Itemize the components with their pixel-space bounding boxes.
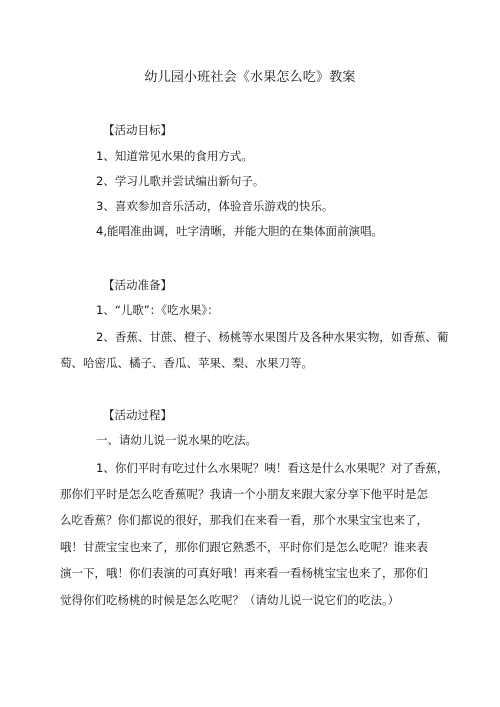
- process-paragraph-line: 1、你们平时有吃过什么水果呢？咦！看这是什么水果呢？对了香蕉，: [96, 461, 449, 475]
- process-paragraph-line: 么吃香蕉？你们都说的很好，那我们在来看一看，那个水果宝宝也来了，: [60, 513, 428, 527]
- process-paragraph-line: 那你们平时是怎么吃香蕉呢？我请一个小朋友来跟大家分享下他平时是怎: [60, 487, 428, 501]
- goal-item-3: 3、喜欢参加音乐活动，体验音乐游戏的快乐。: [96, 199, 334, 213]
- section-heading-preparation: 【活动准备】: [103, 278, 172, 292]
- section-heading-goals: 【活动目标】: [103, 123, 172, 137]
- process-paragraph-line: 哦！甘蔗宝宝也来了，那你们跟它熟悉不，平时你们是怎么吃呢？谁来表: [60, 540, 428, 554]
- document-title: 幼儿园小班社会《水果怎么吃》教案: [144, 70, 356, 85]
- section-heading-process: 【活动过程】: [103, 408, 172, 422]
- goal-item-4: 4,能唱准曲调，吐字清晰，并能大胆的在集体面前演唱。: [96, 224, 383, 238]
- goal-item-2: 2、学习儿歌并尝试编出新句子。: [96, 174, 265, 188]
- goal-item-1: 1、知道常见水果的食用方式。: [96, 149, 253, 163]
- process-paragraph-line: 觉得你们吃杨桃的时候是怎么吃呢？（请幼儿说一说它们的吃法。）: [60, 593, 400, 607]
- prep-item-1: 1、“儿歌”：《吃水果》：: [96, 303, 219, 317]
- prep-item-2: 2、香蕉、甘蔗、橙子、杨桃等水果图片及各种水果实物，如香蕉、葡: [96, 330, 449, 344]
- prep-item-2-continued: 萄、哈密瓜、橘子、香瓜、苹果、梨、水果刀等。: [60, 356, 313, 370]
- process-step-1: 一、请幼儿说一说水果的吃法。: [96, 433, 257, 447]
- process-paragraph-line: 演一下，哦！你们表演的可真好哦！再来看一看杨桃宝宝也来了，那你们: [60, 566, 428, 580]
